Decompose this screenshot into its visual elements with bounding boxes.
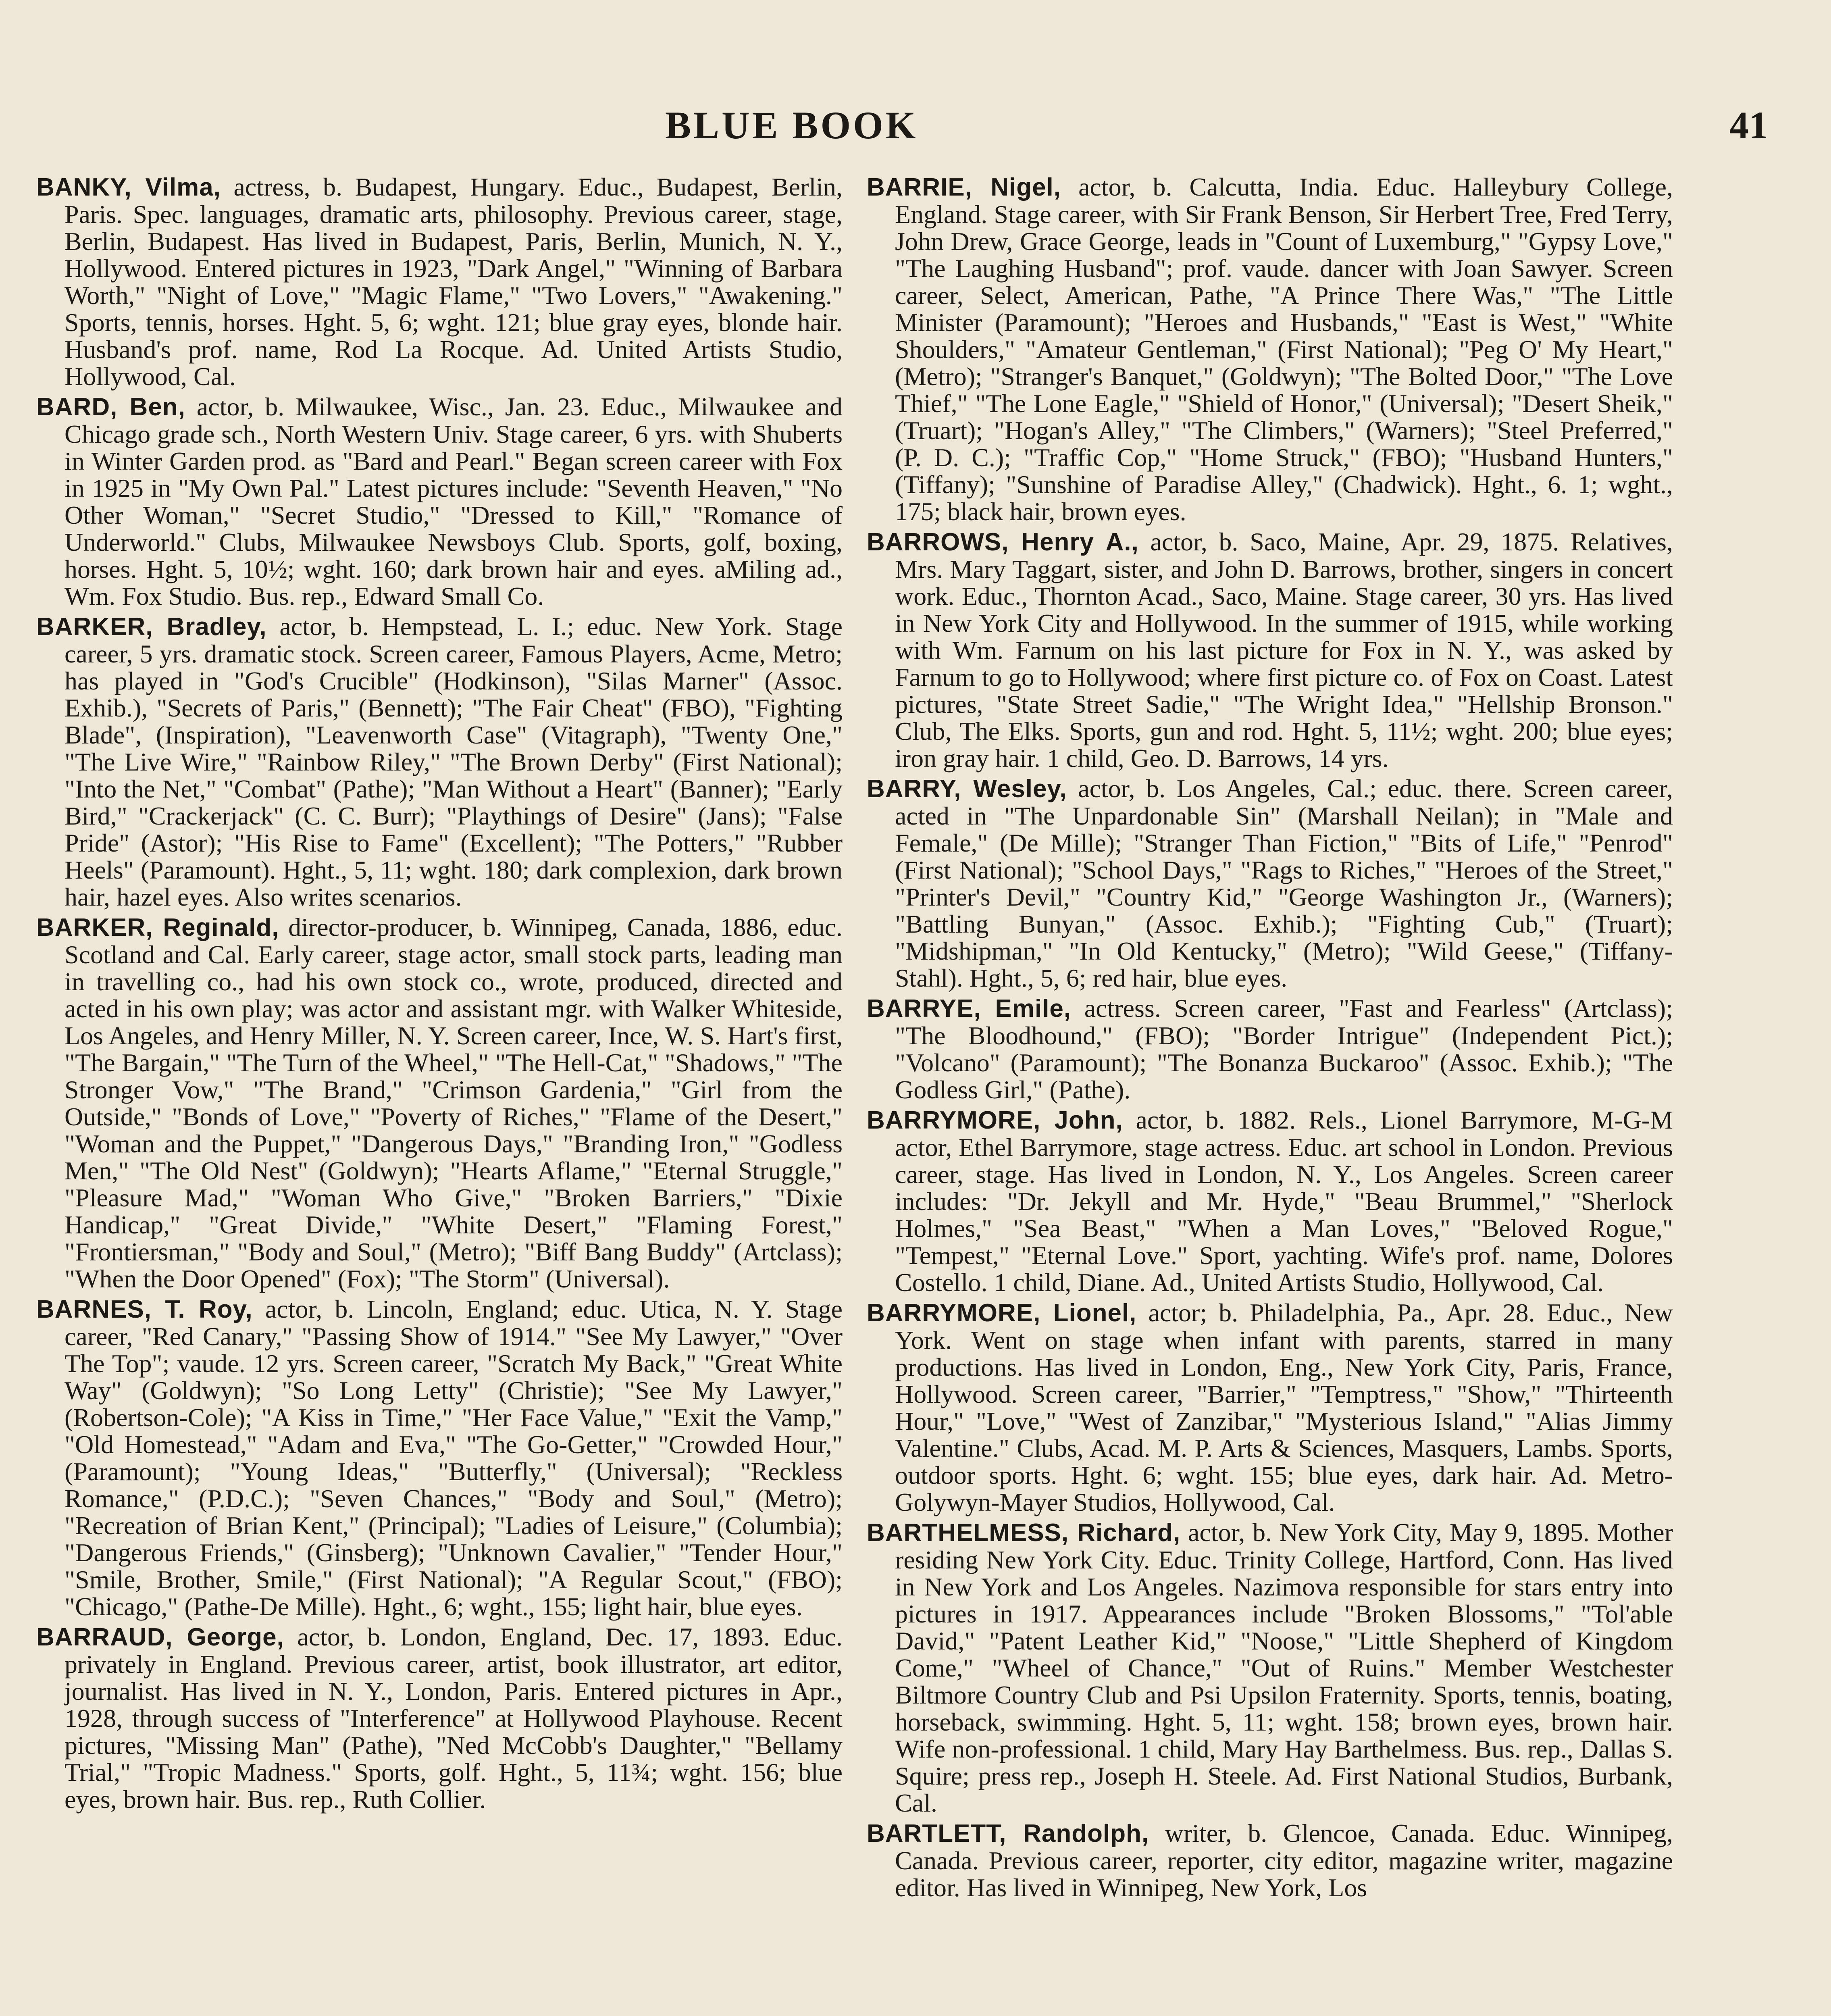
entry-name: BARRAUD, George, bbox=[36, 1623, 284, 1651]
entry-name: BARRYE, Emile, bbox=[867, 995, 1072, 1023]
entry-text: actor, b. Milwaukee, Wisc., Jan. 23. Educ., Milwaukee and Chicago grade sch., North Western Univ. Stage career, 6 yrs. with Shuberts in Winter Garden prod. as "Bard and Pearl." Began screen career with Fox in 1925 in "My Own Pal." Latest pictures include: "Seventh Heaven," "No Other Woman," "Secret Studio," "Dressed to Kill," "Romance of Underworld." Clubs, Milwaukee Newsboys Club. Sports, golf, boxing, horses. Hght. 5, 10½; wght. 160; dark brown hair and eyes. aMiling ad., Wm. Fox Studio. Bus. rep., Edward Small Co. bbox=[65, 392, 843, 610]
entry-name: BARRY, Wesley, bbox=[867, 775, 1067, 803]
entry-name: BARTLETT, Randolph, bbox=[867, 1820, 1149, 1847]
entry-text: actor, b. Saco, Maine, Apr. 29, 1875. Relatives, Mrs. Mary Taggart, sister, and John D. Barrows, brother, singers in concert work. Educ., Thornton Acad., Saco, Maine. Stage career, 30 yrs. Has lived in New York City and Hollywood. In the summer of 1915, while working with Wm. Farnum on his last picture for Fox in N. Y., was asked by Farnum to go to Hollywood; where first picture co. of Fox on Coast. Latest pictures, "State Street Sadie," "The Wright Idea," "Hellship Bronson." Club, The Elks. Sports, gun and rod. Hght. 5, 11½; wght. 200; blue eyes; iron gray hair. 1 child, Geo. D. Barrows, 14 yrs. bbox=[895, 527, 1673, 773]
entry-barry bbox=[867, 775, 1673, 991]
entry-text: actor, b. Hempstead, L. I.; educ. New York. Stage career, 5 yrs. dramatic stock. Screen career, Famous Players, Acme, Metro; has played in "God's Crucible" (Hodkinson), "Silas Marner" (Assoc. Exhib.), "Secrets of Paris," (Bennett); "The Fair Cheat" (FBO), "Fighting Blade", (Inspiration), "Leavenworth Case" (Vitagraph), "Twenty One," "The Live Wire," "Rainbow Riley," "The Brown Derby" (First National); "Into the Net," "Combat" (Pathe); "Man Without a Heart" (Banner); "Early Bird," "Crackerjack" (C. C. Burr); "Playthings of Desire" (Jans); "False Pride" (Astor); "His Rise to Fame" (Excellent); "The Potters," "Rubber Heels" (Paramount). Hght., 5, 11; wght. 180; dark complexion, dark brown hair, hazel eyes. Also writes scenarios. bbox=[65, 612, 843, 911]
entry-text: actress. Screen career, "Fast and Fearless" (Artclass); "The Bloodhound," (FBO); "Border Intrigue" (Independent Pict.); "Volcano" (Paramount); "The Bonanza Buckaroo" (Assoc. Exhib.); "The Godless Girl," (Pathe). bbox=[895, 994, 1673, 1104]
entry-name: BARKER, Bradley, bbox=[36, 613, 267, 641]
entry-banky bbox=[36, 173, 843, 390]
entry-text: actor, b. 1882. Rels., Lionel Barrymore, M-G-M actor, Ethel Barrymore, stage actress. Educ. art school in London. Previous career, stage. Has lived in London, N. Y., Los Angeles. Screen career includes: "Dr. Jekyll and Mr. Hyde," "Beau Brummel," "Sherlock Holmes," "Sea Beast," "When a Man Loves," "Beloved Rogue," "Tempest," "Eternal Love." Sport, yachting. Wife's prof. name, Dolores Costello. 1 child, Diane. Ad., United Artists Studio, Hollywood, Cal. bbox=[895, 1106, 1673, 1297]
entry-name: BARRIE, Nigel, bbox=[867, 173, 1061, 201]
entry-barnes bbox=[36, 1295, 843, 1620]
entry-barrye bbox=[867, 995, 1673, 1103]
entry-name: BARRYMORE, John, bbox=[867, 1106, 1123, 1134]
entry-bartlett bbox=[867, 1820, 1673, 1901]
entry-barker-reginald bbox=[36, 914, 843, 1292]
entry-text: actor, b. Los Angeles, Cal.; educ. there. Screen career, acted in "The Unpardonable Sin" (Marshall Neilan); in "Male and Female," (De Mille); "Stranger Than Fiction," "Bits of Life," "Penrod" (First National); "School Days," "Rags to Riches," "Heroes of the Street," "Printer's Devil," "Country Kid," "George Washington Jr., (Warners); "Battling Bunyan," (Assoc. Exhib.); "Fighting Cub," (Truart); "Midshipman," "In Old Kentucky," (Metro); "Wild Geese," (Tiffany-Stahl). Hght., 5, 6; red hair, blue eyes. bbox=[895, 774, 1673, 992]
entry-name: BARROWS, Henry A., bbox=[867, 528, 1139, 556]
entry-barrymore-lionel bbox=[867, 1299, 1673, 1516]
entry-name: BARD, Ben, bbox=[36, 393, 185, 421]
entry-bard bbox=[36, 393, 843, 610]
entry-text: actor, b. Lincoln, England; educ. Utica, N. Y. Stage career, "Red Canary," "Passing Show of 1914." "See My Lawyer," "Over The Top"; vaude. 12 yrs. Screen career, "Scratch My Back," "Great White Way" (Goldwyn); "So Long Letty" (Christie); "See My Lawyer," (Robertson-Cole); "A Kiss in Time," "Her Face Value," "Exit the Vamp," "Old Homestead," "Adam and Eva," "The Go-Getter," "Crowded Hour," (Paramount); "Young Ideas," "Butterfly," (Universal); "Reckless Romance," (P.D.C.); "Seven Chances," "Body and Soul," (Metro); "Recreation of Brian Kent," (Principal); "Ladies of Leisure," (Columbia); "Dangerous Friends," (Ginsberg); "Unknown Cavalier," "Tender Hour," "Smile, Brother, Smile," (First National); "A Regular Scout," (FBO); "Chicago," (Pathe-De Mille). Hght., 6; wght., 155; light hair, blue eyes. bbox=[65, 1295, 843, 1621]
entry-barker-bradley bbox=[36, 613, 843, 910]
entry-name: BANKY, Vilma, bbox=[36, 173, 221, 201]
right-column bbox=[867, 173, 1673, 2016]
entry-name: BARRYMORE, Lionel, bbox=[867, 1299, 1137, 1327]
entry-text: actor; b. Philadelphia, Pa., Apr. 28. Educ., New York. Went on stage when infant with parents, starred in many productions. Has lived in London, Eng., New York City, Paris, France, Hollywood. Screen career, "Barrier," "Temptress," "Show," "Thirteenth Hour," "Love," "West of Zanzibar," "Mysterious Island," "Alias Jimmy Valentine." Clubs, Acad. M. P. Arts & Sciences, Masquers, Lambs. Sports, outdoor sports. Hght. 6; wght. 155; blue eyes, dark hair. Ad. Metro-Golywyn-Mayer Studios, Hollywood, Cal. bbox=[895, 1298, 1673, 1516]
entry-barrymore-john bbox=[867, 1106, 1673, 1296]
entry-name: BARTHELMESS, Richard, bbox=[867, 1519, 1181, 1547]
page-number: 41 bbox=[1729, 104, 1768, 147]
entry-barraud bbox=[36, 1623, 843, 1813]
entry-text: writer, b. Glencoe, Canada. Educ. Winnipeg, Canada. Previous career, reporter, city editor, magazine writer, magazine editor. Has lived in Winnipeg, New York, Los bbox=[895, 1819, 1673, 1902]
entry-text: actor, b. London, England, Dec. 17, 1893. Educ. privately in England. Previous career, artist, book illustrator, art editor, journalist. Has lived in N. Y., London, Paris. Entered pictures in Apr., 1928, through success of "Interference" at Hollywood Playhouse. Recent pictures, "Missing Man" (Pathe), "Ned McCobb's Daughter," "Bellamy Trial," "Tropic Madness." Sports, golf. Hght., 5, 11¾; wght. 156; blue eyes, brown hair. Bus. rep., Ruth Collier. bbox=[65, 1622, 843, 1814]
entry-text: director-producer, b. Winnipeg, Canada, 1886, educ. Scotland and Cal. Early career, stage actor, small stock parts, leading man in travelling co., had his own stock co., wrote, produced, directed and acted in his own play; was actor and assistant mgr. with Walker Whiteside, Los Angeles, and Henry Miller, N. Y. Screen career, Ince, W. S. Hart's first, "The Bargain," "The Turn of the Wheel," "The Hell-Cat," "Shadows," "The Stronger Vow," "The Brand," "Crimson Gardenia," "Girl from the Outside," "Bonds of Love," "Poverty of Riches," "Flame of the Desert," "Woman and the Puppet," "Dangerous Days," "Branding Iron," "Godless Men," "The Old Nest" (Goldwyn); "Hearts Aflame," "Eternal Struggle," "Pleasure Mad," "Woman Who Give," "Broken Barriers," "Dixie Handicap," "Great Divide," "White Desert," "Flaming Forest," "Frontiersman," "Body and Soul," (Metro); "Biff Bang Buddy" (Artclass); "When the Door Opened" (Fox); "The Storm" (Universal). bbox=[65, 913, 843, 1293]
entry-name: BARNES, T. Roy, bbox=[36, 1295, 253, 1323]
left-column bbox=[36, 173, 843, 2016]
running-head-title: BLUE BOOK bbox=[665, 104, 918, 147]
entry-text: actor, b. Calcutta, India. Educ. Halleybury College, England. Stage career, with Sir Frank Benson, Sir Herbert Tree, Fred Terry, John Drew, Grace George, leads in "Count of Luxemburg," "Gypsy Love," "The Laughing Husband"; prof. vaude. dancer with Joan Sawyer. Screen career, Select, American, Pathe, "A Prince There Was," "The Little Minister (Paramount); "Heroes and Husbands," "East is West," "White Shoulders," "Amateur Gentleman," (First National); "Peg O' My Heart," (Metro); "Stranger's Banquet," (Goldwyn); "The Bolted Door," "The Love Thief," "The Lone Eagle," "Shield of Honor," (Universal); "Desert Sheik," (Truart); "Hogan's Alley," "The Climbers," (Warners); "Steel Preferred," (P. D. C.); "Traffic Cop," "Home Struck," (FBO); "Husband Hunters," (Tiffany); "Sunshine of Paradise Alley," (Chadwick). Hght., 6. 1; wght., 175; black hair, brown eyes. bbox=[895, 173, 1673, 526]
entry-text: actor, b. New York City, May 9, 1895. Mother residing New York City. Educ. Trinity College, Hartford, Conn. Has lived in New York and Los Angeles. Nazimova responsible for stars entry into pictures in 1917. Appearances include "Broken Blossoms," "Tol'able David," "Patent Leather Kid," "Noose," "Little Shepherd of Kingdom Come," "Wheel of Chance," "Out of Ruins." Member Westchester Biltmore Country Club and Psi Upsilon Fraternity. Sports, tennis, boating, horseback, swimming. Hght. 5, 11; wght. 158; brown eyes, brown hair. Wife non-professional. 1 child, Mary Hay Barthelmess. Bus. rep., Dallas S. Squire; press rep., Joseph H. Steele. Ad. First National Studios, Burbank, Cal. bbox=[895, 1518, 1673, 1817]
entry-text: actress, b. Budapest, Hungary. Educ., Budapest, Berlin, Paris. Spec. languages, dramatic arts, philosophy. Previous career, stage, Berlin, Budapest. Has lived in Budapest, Paris, Berlin, Munich, N. Y., Hollywood. Entered pictures in 1923, "Dark Angel," "Winning of Barbara Worth," "Night of Love," "Magic Flame," "Two Lovers," "Awakening." Sports, tennis, horses. Hght. 5, 6; wght. 121; blue gray eyes, blonde hair. Husband's prof. name, Rod La Rocque. Ad. United Artists Studio, Hollywood, Cal. bbox=[65, 173, 843, 391]
entry-barrie bbox=[867, 173, 1673, 525]
entry-name: BARKER, Reginald, bbox=[36, 914, 279, 941]
entry-barrows bbox=[867, 528, 1673, 772]
entry-barthelmess bbox=[867, 1519, 1673, 1816]
